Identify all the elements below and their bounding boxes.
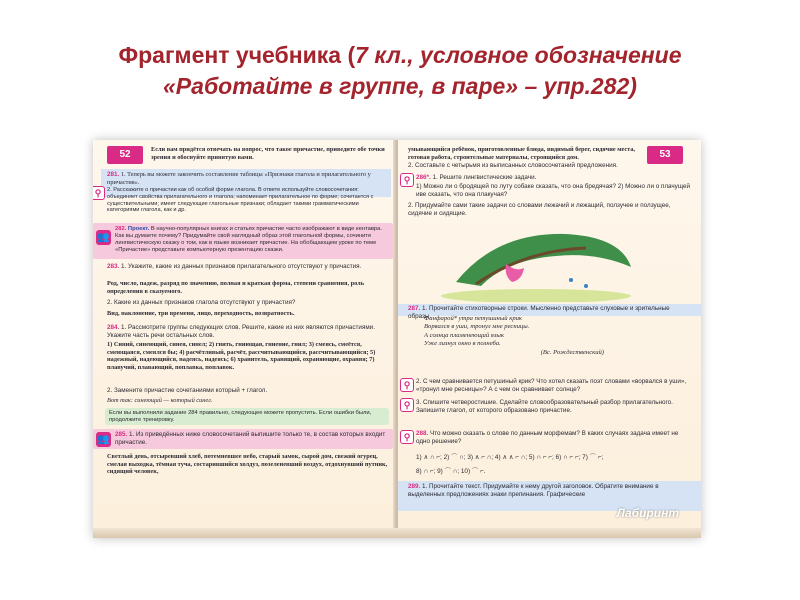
morpheme-row-1: 1) ∧ ∩ ⌐; 2) ⌒ ∩; 3) ∧ ⌐ ∩; 4) ∧ ∧ ⌐ ∩; 5) ∩ ⌐ ⌐; 6) ∩ ⌐ ⌐; 7) ⌒ ⌐; (416, 454, 604, 461)
ex286-items: 1) Можно ли о бродящей по луту собаке сказать, что она бредячая? 2) Можно ли о плачущей иве сказать, что она плакучая? (416, 183, 690, 198)
left-intro: Если вам придётся отвечать на вопрос, что такое причастие, приведите обе точки зрения и обоснуйте принятую вами. (151, 146, 385, 161)
ex284-sample: Вот так: синеющий — который синел. (107, 397, 213, 404)
ex284-words: 1) Синий, синеющий, синея, синел; 2) гнить, гниющая, гниение, гнил; 3) смеясь, смеётся, смеющаяся, смеялся бы; 4) расчётливый, расчёт, рассчитывающийся, рассчитывающийся; 5) надежный, надеющийся, надеясь, надеясь; 6) хранитель, хранящий, охраняющие, охраняя; 7) плавучий, плавающий, поплавка, поплавок. (107, 341, 376, 371)
ex283-list: Род, число, падеж, разряд по значению, полная и краткая форма, степени сравнения, роль определения в сказуемого. (107, 280, 365, 295)
ex284-q2: 2. Замените причастие сочетаниями который + глагол. (107, 387, 268, 394)
flower-icon (584, 284, 588, 288)
poem-author: (Вс. Рождественский) (540, 348, 604, 356)
right-page (398, 140, 701, 538)
group-work-icon: 👥 (97, 232, 110, 243)
magnifier-icon: ⚲ (400, 430, 414, 444)
magnifier-icon: ⚲ (400, 398, 414, 412)
ex289: 289. 1. Прочитайте текст. Придумайте к нему другой заголовок. Обратите внимание в выделенных предложениях знаки препинания. Графические (408, 483, 659, 498)
poem-line: А солнца пламенеющий язык (424, 331, 504, 339)
slide-title-line1: Фрагмент учебника (7 кл., условное обозначение (118, 42, 682, 68)
poem-line: Уже лизнул окно в полнеба. (424, 340, 501, 348)
slide-title-line2: «Работайте в группе, в паре» – упр.282) (163, 73, 637, 99)
rooster-tree-illustration (436, 222, 636, 302)
ex288: 288. Что можно сказать о слове по данным морфемам? В каких случаях задача имеет не одно решение? (416, 430, 679, 445)
flower-icon (569, 278, 573, 282)
slide-title (40, 40, 760, 102)
grass-icon (441, 289, 631, 302)
book-bottom-edge (93, 528, 701, 538)
poem-line: Фанфарой* утра петушиный крик (424, 315, 522, 322)
ex283: 283. 1. Укажите, какие из данных признаков прилагательного отсутствуют у причастия. (107, 263, 362, 270)
morpheme-row-2: 8) ∩ ⌐; 9) ⌒ ∩; 10) ⌒ ⌐. (416, 468, 486, 475)
tip-text: Если вы выполнили задание 284 правильно, следующее можете пропустить. Если ошибки были, продолжите тренировку. (109, 410, 372, 423)
magnifier-icon: ⚲ (400, 378, 414, 392)
ex287-q2: 2. С чем сравнивается петушиный крик? Что хотел сказать поэт словами «ворвался в уши», «тронул мне ресницы»? А с чем он сравнивает солнце? (416, 378, 687, 393)
right-page-number: 53 (647, 146, 683, 164)
ex286-q2: 2. Придумайте сами такие задачи со словами лежачий и лежащий, ползучее и ползущее, сидячие и сидящие. (408, 202, 671, 217)
magnifier-icon: ⚲ (93, 186, 105, 200)
poem (424, 315, 624, 357)
ex287: 287. 1. Прочитайте стихотворные строки. Мысленно представьте слуховые и зрительные образы. (408, 305, 670, 320)
right-q2: 2. Составьте с четырьмя из выписанных словосочетаний предложения. (408, 162, 618, 169)
right-top-text: умывающийся ребёнок, приготовленные блюда, видимый берег, сидячие места, готовая работа, строительные материалы, строящийся дом. (408, 146, 636, 161)
pair-work-icon: 👥 (97, 434, 110, 445)
ex283-q2: 2. Какие из данных признаков глагола отсутствуют у причастия? (107, 299, 296, 306)
left-page-number: 52 (107, 146, 143, 164)
ex286: 286*. 1. Решите лингвистические задачи. (416, 174, 537, 181)
poem-line: Ворвался в уши, тронул мне ресницы. (424, 323, 530, 331)
ex281: 281. 1. Теперь вы можете закончить составление таблицы «Признаки глагола и прилагательного у причастия». (107, 171, 371, 186)
rooster-icon (506, 264, 524, 282)
ex285: 285. 1. Из приведённых ниже словосочетаний выпишите только те, в состав которых входит причастие. (115, 431, 386, 446)
magnifier-icon: ⚲ (400, 173, 414, 187)
textbook-spread (93, 140, 701, 538)
publisher-watermark: Лабиринт (616, 506, 679, 520)
left-page (93, 140, 396, 538)
ex282: 282. Проект. В научно-популярных книгах и статьях причастие часто изображают в виде кентавра. Как вы думаете почему? Придумайте свой наглядный образ этой глагольной формы, сочините лингвистическую сказку о том, как в языке возникает причастие. На обобщающем уроке по теме «Причастие» представьте компьютерную презентацию сказки. (115, 226, 382, 253)
ex287-q3: 3. Спишите четверостишие. Сделайте словообразовательный разбор прилагательного. Запишите глагол, от которого образовано причастие. (416, 399, 673, 414)
ex283-list2: Вид, наклонение, три времени, лицо, переходность, возвратность. (107, 310, 295, 317)
ex281-task2: 2. Расскажите о причастии как об особой форме глагола. В ответе используйте словосочетания: объединяет свойства прилагательного и глагола; напоминает прилагательное по форме; сочетается с существительными; имеет следующие глагольные признаки; обладает такими грамматическими категориями глагола, как и др. (107, 187, 374, 214)
ex285-list: Светлый день, отсыревший хлеб, потемневшее небо, старый замок, сырой дом, свежий огурец, смелая выходка, тёмная туча, состарившийся холдуз, позеленевший воздух, отдохнувший путник, сидящий человек, (107, 453, 388, 476)
ex284: 284. 1. Рассмотрите группы следующих слов. Решите, какие из них являются причастиями. Укажите часть речи остальных слов. (107, 324, 375, 339)
